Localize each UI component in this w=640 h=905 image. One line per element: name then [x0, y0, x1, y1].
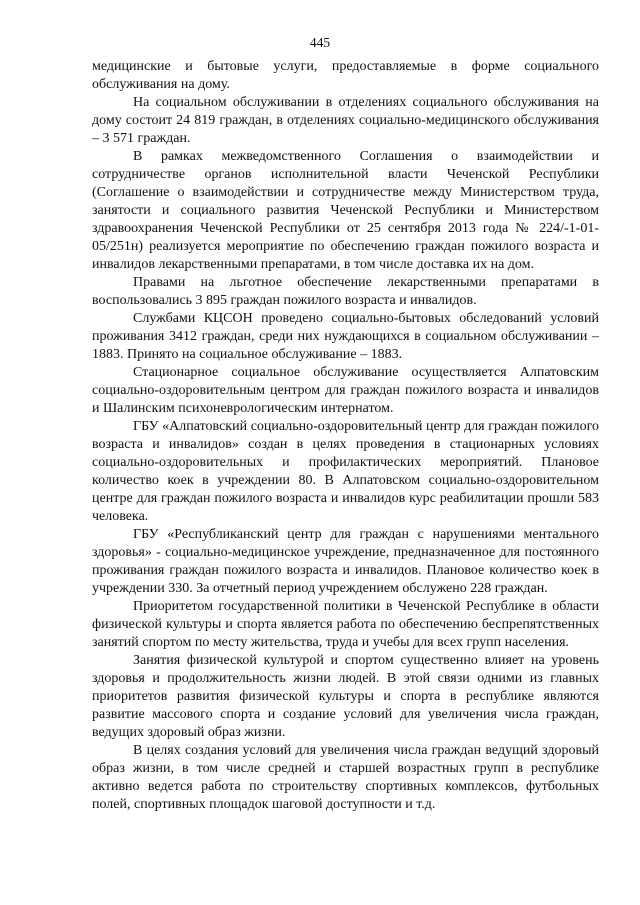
paragraph-inpatient-service: Стационарное социальное обслуживание осуществляется Алпатовским социально-оздоровительным центром для граждан пожилого возраста и инвалидов и Шалинским психоневрологическим интернатом.: [92, 365, 599, 416]
paragraph-kcson-surveys: Службами КЦСОН проведено социально-бытовых обследований условий проживания 3412 граждан, среди них нуждающихся в социальном обслуживании – 1883. Принято на социальное обслуживание – 1883.: [92, 311, 599, 362]
page-number: 445: [309, 35, 331, 50]
paragraph-sport-policy: Приоритетом государственной политики в Чеченской Республике в области физической культуры и спорта является работа по обеспечению беспрепятственных занятий спортом по месту жительства, труда и учебы для всех групп населения.: [92, 599, 599, 650]
paragraph-sport-infrastructure: В целях создания условий для увеличения числа граждан ведущий здоровый образ жизни, в том числе средней и старшей возрастных групп в республике активно ведется работа по строительству спортивных комплексов, футбольных полей, спортивных площадок шаговой доступности и т.д.: [92, 743, 599, 812]
paragraph-drug-provision: Правами на льготное обеспечение лекарственными препаратами в воспользовались 3 895 граждан пожилого возраста и инвалидов.: [92, 275, 599, 308]
paragraph-mental-health-center: ГБУ «Республиканский центр для граждан с нарушениями ментального здоровья» - социально-медицинское учреждение, предназначенное для постоянного проживания граждан пожилого возраста и инвалидов. Плановое количество коек в учреждении 330. За отчетный период учреждением обслужено 228 граждан.: [92, 527, 599, 596]
paragraph-sport-health: Занятия физической культурой и спортом существенно влияет на уровень здоровья и продолжительность жизни людей. В этой связи одними из главных приоритетов развития физической культуры и спорта в республике являются развитие массового спорта и создание условий для увеличения числа граждан, ведущих здоровый образ жизни.: [92, 653, 599, 740]
paragraph-interagency-agreement: В рамках межведомственного Соглашения о взаимодействии и сотрудничестве органов исполнительной власти Чеченской Республики (Соглашение о взаимодействии и сотрудничестве между Министерством труда, занятости и социального развития Чеченской Республики и Министерством здравоохранения Чеченской Республики от 25 сентября 2013 года № 224/-1-01-05/251н) реализуется мероприятие по обеспечению граждан пожилого возраста и инвалидов лекарственными препаратами, в том числе доставка их на дом.: [92, 149, 599, 272]
paragraph-alpatovsky-center: ГБУ «Алпатовский социально-оздоровительный центр для граждан пожилого возраста и инвалидов» создан в целях проведения в стационарных условиях социально-оздоровительных и профилактических мероприятий. Плановое количество коек в учреждении 80. В Алпатовском социально-оздоровительном центре для граждан пожилого возраста и инвалидов курс реабилитации прошли 583 человека.: [92, 419, 599, 524]
paragraph-home-service-stats: На социальном обслуживании в отделениях социального обслуживания на дому состоит 24 819 граждан, в отделениях социально-медицинского обслуживания – 3 571 граждан.: [92, 95, 599, 146]
document-body: [92, 58, 599, 814]
paragraph-continuation: медицинские и бытовые услуги, предоставляемые в форме социального обслуживания на дому.: [92, 59, 599, 92]
